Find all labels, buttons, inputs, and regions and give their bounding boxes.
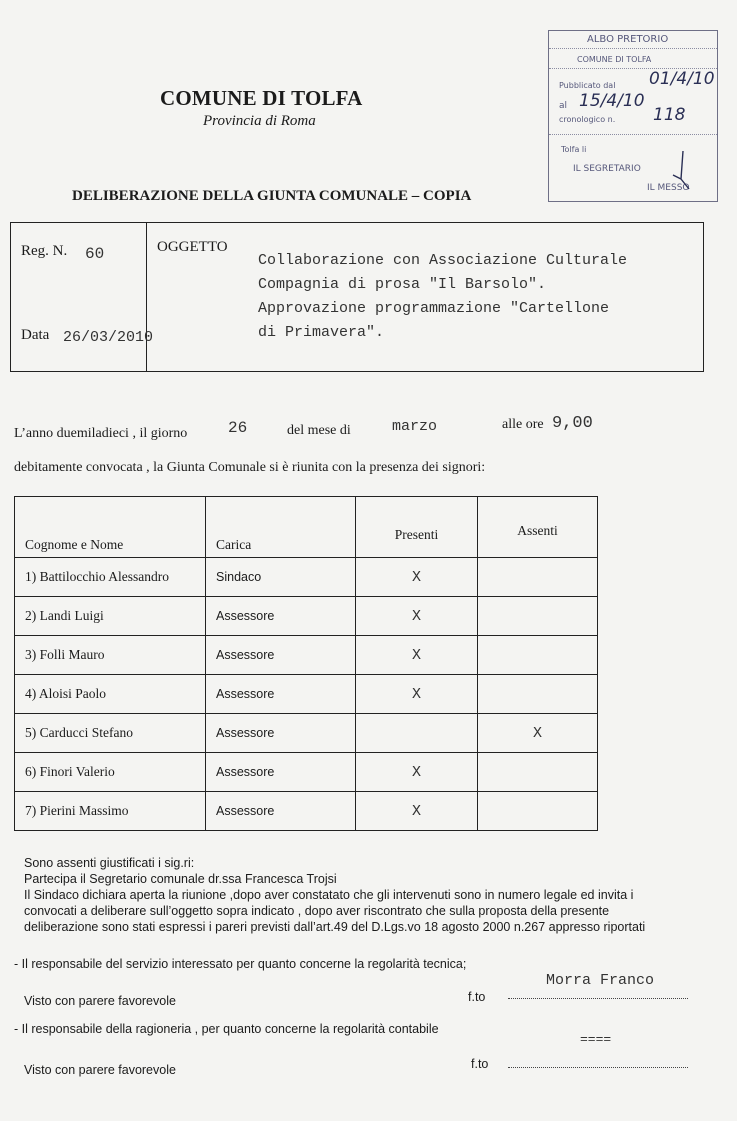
deliberation-body (24, 855, 645, 935)
member-presente: X (356, 792, 478, 831)
member-carica: Assessore (206, 675, 356, 714)
member-assente (478, 636, 598, 675)
stamp-heading: ALBO PRETORIO (587, 34, 669, 45)
member-assente (478, 792, 598, 831)
ore-label: alle ore (502, 417, 544, 432)
header-cognome: Cognome e Nome (15, 497, 206, 558)
attendance-table (14, 496, 598, 831)
member-presente: X (356, 753, 478, 792)
signature-contabile: ==== (580, 1032, 612, 1047)
stamp-from-date: 01/4/10 (649, 69, 715, 89)
body-line: convocati a deliberare sull’oggetto sopra indicato , dopo aver riscontrato che sulla proposta della presente (24, 904, 610, 918)
member-assente (478, 675, 598, 714)
member-name: 5) Carducci Stefano (15, 714, 206, 753)
assenti-line: Sono assenti giustificati i sig.ri: (24, 856, 195, 870)
member-name: 7) Pierini Massimo (15, 792, 206, 831)
stamp-comune: COMUNE DI TOLFA (577, 55, 652, 64)
table-row (15, 558, 598, 597)
segretario-line: Partecipa il Segretario comunale dr.ssa Francesca Trojsi (24, 872, 337, 886)
table-row (15, 675, 598, 714)
convocata-text: debitamente convocata , la Giunta Comunale si è riunita con la presenza dei signori: (14, 460, 486, 475)
body-line: Il Sindaco dichiara aperta la riunione ,dopo aver constatato che gli intervenuti sono in numero legale ed invita i (24, 888, 634, 902)
member-name: 4) Aloisi Paolo (15, 675, 206, 714)
signature-line-1 (508, 997, 688, 999)
table-row (15, 597, 598, 636)
oggetto-line: Collaborazione con Associazione Culturale (258, 252, 628, 269)
oggetto-line: di Primavera". (258, 324, 385, 341)
anno-text: L’anno duemiladieci , il giorno (14, 426, 188, 441)
body-line: deliberazione sono stati espressi i pareri previsti dall’art.49 del D.Lgs.vo 18 agosto 2000 n.267 appresso riportati (24, 920, 646, 934)
member-carica: Assessore (206, 636, 356, 675)
stamp-cronologico-label: cronologico n. (559, 115, 616, 124)
member-name: 2) Landi Luigi (15, 597, 206, 636)
table-row (15, 636, 598, 675)
stamp-segretario: IL SEGRETARIO (573, 164, 641, 174)
mese-label: del mese di (287, 423, 351, 438)
fto-label-2: f.to (471, 1057, 489, 1071)
messo-signature-mark (667, 149, 697, 195)
comune-title: COMUNE DI TOLFA (160, 86, 363, 110)
member-name: 6) Finori Valerio (15, 753, 206, 792)
provincia-subtitle: Provincia di Roma (203, 113, 316, 129)
deliberazione-heading: DELIBERAZIONE DELLA GIUNTA COMUNALE – COPIA (72, 188, 472, 204)
member-presente (356, 714, 478, 753)
member-carica: Assessore (206, 753, 356, 792)
ore-value: 9,00 (552, 414, 593, 433)
reg-label: Reg. N. (21, 243, 68, 259)
member-carica: Assessore (206, 792, 356, 831)
member-assente: X (478, 714, 598, 753)
stamp-pubblicato-label: Pubblicato dal (559, 81, 616, 90)
parere-contabile-text: - Il responsabile della ragioneria , per quanto concerne la regolarità contabile (14, 1022, 439, 1036)
member-presente: X (356, 636, 478, 675)
stamp-al-label: al (559, 101, 568, 111)
data-label: Data (21, 327, 50, 343)
parere-contabile-visto: Visto con parere favorevole (24, 1063, 176, 1077)
registration-box (10, 222, 704, 372)
albo-pretorio-stamp (548, 30, 718, 202)
giorno-value: 26 (228, 419, 248, 437)
member-name: 1) Battilocchio Alessandro (15, 558, 206, 597)
oggetto-line: Approvazione programmazione "Cartellone (258, 300, 610, 317)
stamp-to-date: 15/4/10 (579, 91, 645, 111)
member-carica: Assessore (206, 714, 356, 753)
stamp-messo: IL MESSO (647, 183, 690, 193)
member-carica: Assessore (206, 597, 356, 636)
member-presente: X (356, 597, 478, 636)
member-presente: X (356, 558, 478, 597)
mese-value: marzo (392, 418, 438, 435)
oggetto-line: Compagnia di prosa "Il Barsolo". (258, 276, 547, 293)
table-header-row (15, 497, 598, 558)
fto-label-1: f.to (468, 990, 486, 1004)
header-assenti: Assenti (478, 497, 598, 558)
member-assente (478, 558, 598, 597)
stamp-number: 118 (653, 105, 686, 125)
signature-line-2 (508, 1066, 688, 1068)
table-row (15, 753, 598, 792)
table-row (15, 792, 598, 831)
header-presenti: Presenti (356, 497, 478, 558)
member-name: 3) Folli Mauro (15, 636, 206, 675)
data-value: 26/03/2010 (63, 329, 154, 346)
stamp-tolfa-label: Tolfa li (561, 145, 587, 154)
oggetto-label: OGGETTO (157, 239, 228, 255)
oggetto-text (258, 249, 627, 345)
member-carica: Sindaco (206, 558, 356, 597)
signature-tecnico: Morra Franco (546, 972, 655, 989)
member-assente (478, 753, 598, 792)
parere-tecnico-text: - Il responsabile del servizio interessato per quanto concerne la regolarità tecnica; (14, 957, 467, 971)
member-assente (478, 597, 598, 636)
reg-number: 60 (85, 245, 105, 263)
member-presente: X (356, 675, 478, 714)
header-carica: Carica (206, 497, 356, 558)
table-row (15, 714, 598, 753)
parere-tecnico-visto: Visto con parere favorevole (24, 994, 176, 1008)
